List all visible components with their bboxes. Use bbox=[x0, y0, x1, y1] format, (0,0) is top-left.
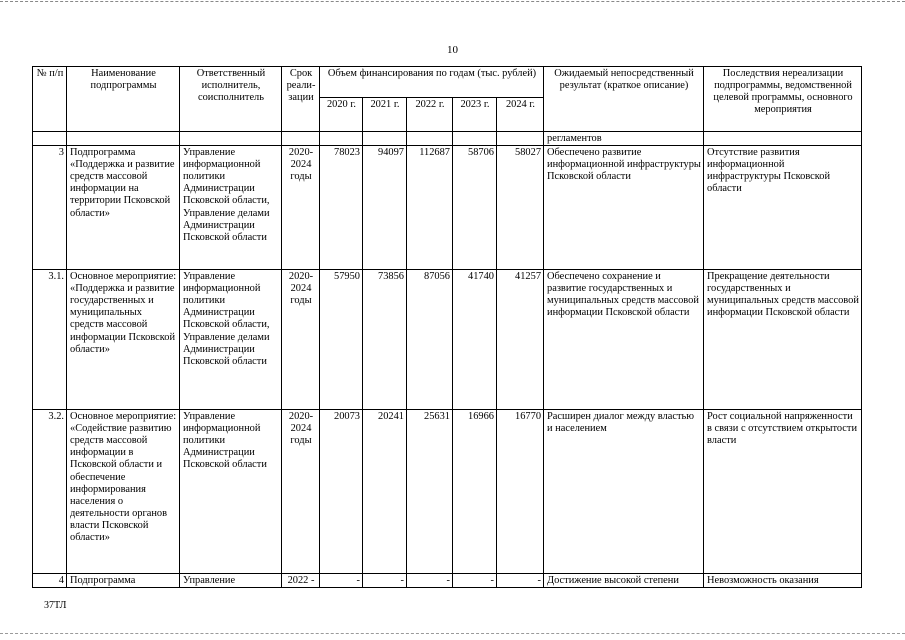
row-value: 25631 bbox=[407, 410, 453, 574]
row-name: Подпрограмма bbox=[67, 574, 180, 588]
header-year: 2024 г. bbox=[497, 98, 544, 132]
program-table bbox=[32, 66, 862, 588]
row-value: 57950 bbox=[320, 270, 363, 410]
top-scan-edge bbox=[0, 1, 905, 3]
row-value: 20241 bbox=[363, 410, 407, 574]
row-responsible: Управление информационной политики Администрации Псковской области, Управление делами Администрации Псковской области bbox=[180, 146, 282, 270]
row-value: 87056 bbox=[407, 270, 453, 410]
row-value: 112687 bbox=[407, 146, 453, 270]
header-result: Ожидаемый непосредственный результат (краткое описание) bbox=[544, 67, 704, 132]
row-result: Обеспечено развитие информационной инфраструктуры Псковской области bbox=[544, 146, 704, 270]
table-row bbox=[33, 410, 862, 574]
table-row bbox=[33, 574, 862, 588]
row-value: - bbox=[363, 574, 407, 588]
page-number: 10 bbox=[447, 44, 458, 56]
header-index: № п/п bbox=[33, 67, 67, 132]
row-value: - bbox=[497, 574, 544, 588]
header-name: Наименование подпрограммы bbox=[67, 67, 180, 132]
header-consequences: Последствия нереализации подпрограммы, ведомственной целевой программы, основного мероприятия bbox=[704, 67, 862, 132]
table-row bbox=[33, 146, 862, 270]
header-term: Срок реали-зации bbox=[282, 67, 320, 132]
row-term: 2020-2024 годы bbox=[282, 146, 320, 270]
header-funding: Объем финансирования по годам (тыс. рублей) bbox=[320, 67, 544, 98]
header-year: 2023 г. bbox=[453, 98, 497, 132]
header-responsible: Ответственный исполнитель, соисполнитель bbox=[180, 67, 282, 132]
row-index: 3 bbox=[33, 146, 67, 270]
document-code: 37ТЛ bbox=[44, 600, 67, 611]
row-consequences: Невозможность оказания bbox=[704, 574, 862, 588]
row-consequences: Рост социальной напряженности в связи с отсутствием открытости власти bbox=[704, 410, 862, 574]
row-result: Расширен диалог между властью и населением bbox=[544, 410, 704, 574]
row-value: 73856 bbox=[363, 270, 407, 410]
row-responsible: Управление информационной политики Администрации Псковской области, Управление делами Администрации Псковской области bbox=[180, 270, 282, 410]
row-name: Основное мероприятие: «Поддержка и развитие государственных и муниципальных средств массовой информации Псковской области» bbox=[67, 270, 180, 410]
header-year: 2022 г. bbox=[407, 98, 453, 132]
continuation-text: регламентов bbox=[544, 132, 704, 146]
row-value: 16966 bbox=[453, 410, 497, 574]
row-result: Достижение высокой степени bbox=[544, 574, 704, 588]
row-value: 16770 bbox=[497, 410, 544, 574]
row-result: Обеспечено сохранение и развитие государственных и муниципальных средств массовой информации Псковской области bbox=[544, 270, 704, 410]
header-year: 2021 г. bbox=[363, 98, 407, 132]
row-value: 41740 bbox=[453, 270, 497, 410]
row-value: 20073 bbox=[320, 410, 363, 574]
header-year: 2020 г. bbox=[320, 98, 363, 132]
row-value: 41257 bbox=[497, 270, 544, 410]
row-value: 58027 bbox=[497, 146, 544, 270]
row-value: 94097 bbox=[363, 146, 407, 270]
row-consequences: Прекращение деятельности государственных и муниципальных средств массовой информации Псковской области bbox=[704, 270, 862, 410]
row-value: 58706 bbox=[453, 146, 497, 270]
row-value: - bbox=[453, 574, 497, 588]
row-name: Подпрограмма «Поддержка и развитие средств массовой информации на территории Псковской области» bbox=[67, 146, 180, 270]
continuation-row bbox=[33, 132, 862, 146]
row-term: 2020-2024 годы bbox=[282, 270, 320, 410]
row-responsible: Управление информационной политики Администрации Псковской области bbox=[180, 410, 282, 574]
row-value: 78023 bbox=[320, 146, 363, 270]
row-responsible: Управление bbox=[180, 574, 282, 588]
row-name: Основное мероприятие: «Содействие развитию средств массовой информации в Псковской области и обеспечение информирования населения о деятельности органов власти Псковской области» bbox=[67, 410, 180, 574]
row-value: - bbox=[320, 574, 363, 588]
bottom-scan-edge bbox=[0, 633, 905, 635]
row-term: 2022 - bbox=[282, 574, 320, 588]
row-index: 3.2. bbox=[33, 410, 67, 574]
row-consequences: Отсутствие развития информационной инфраструктуры Псковской области bbox=[704, 146, 862, 270]
row-value: - bbox=[407, 574, 453, 588]
row-term: 2020-2024 годы bbox=[282, 410, 320, 574]
row-index: 4 bbox=[33, 574, 67, 588]
table-row bbox=[33, 270, 862, 410]
row-index: 3.1. bbox=[33, 270, 67, 410]
